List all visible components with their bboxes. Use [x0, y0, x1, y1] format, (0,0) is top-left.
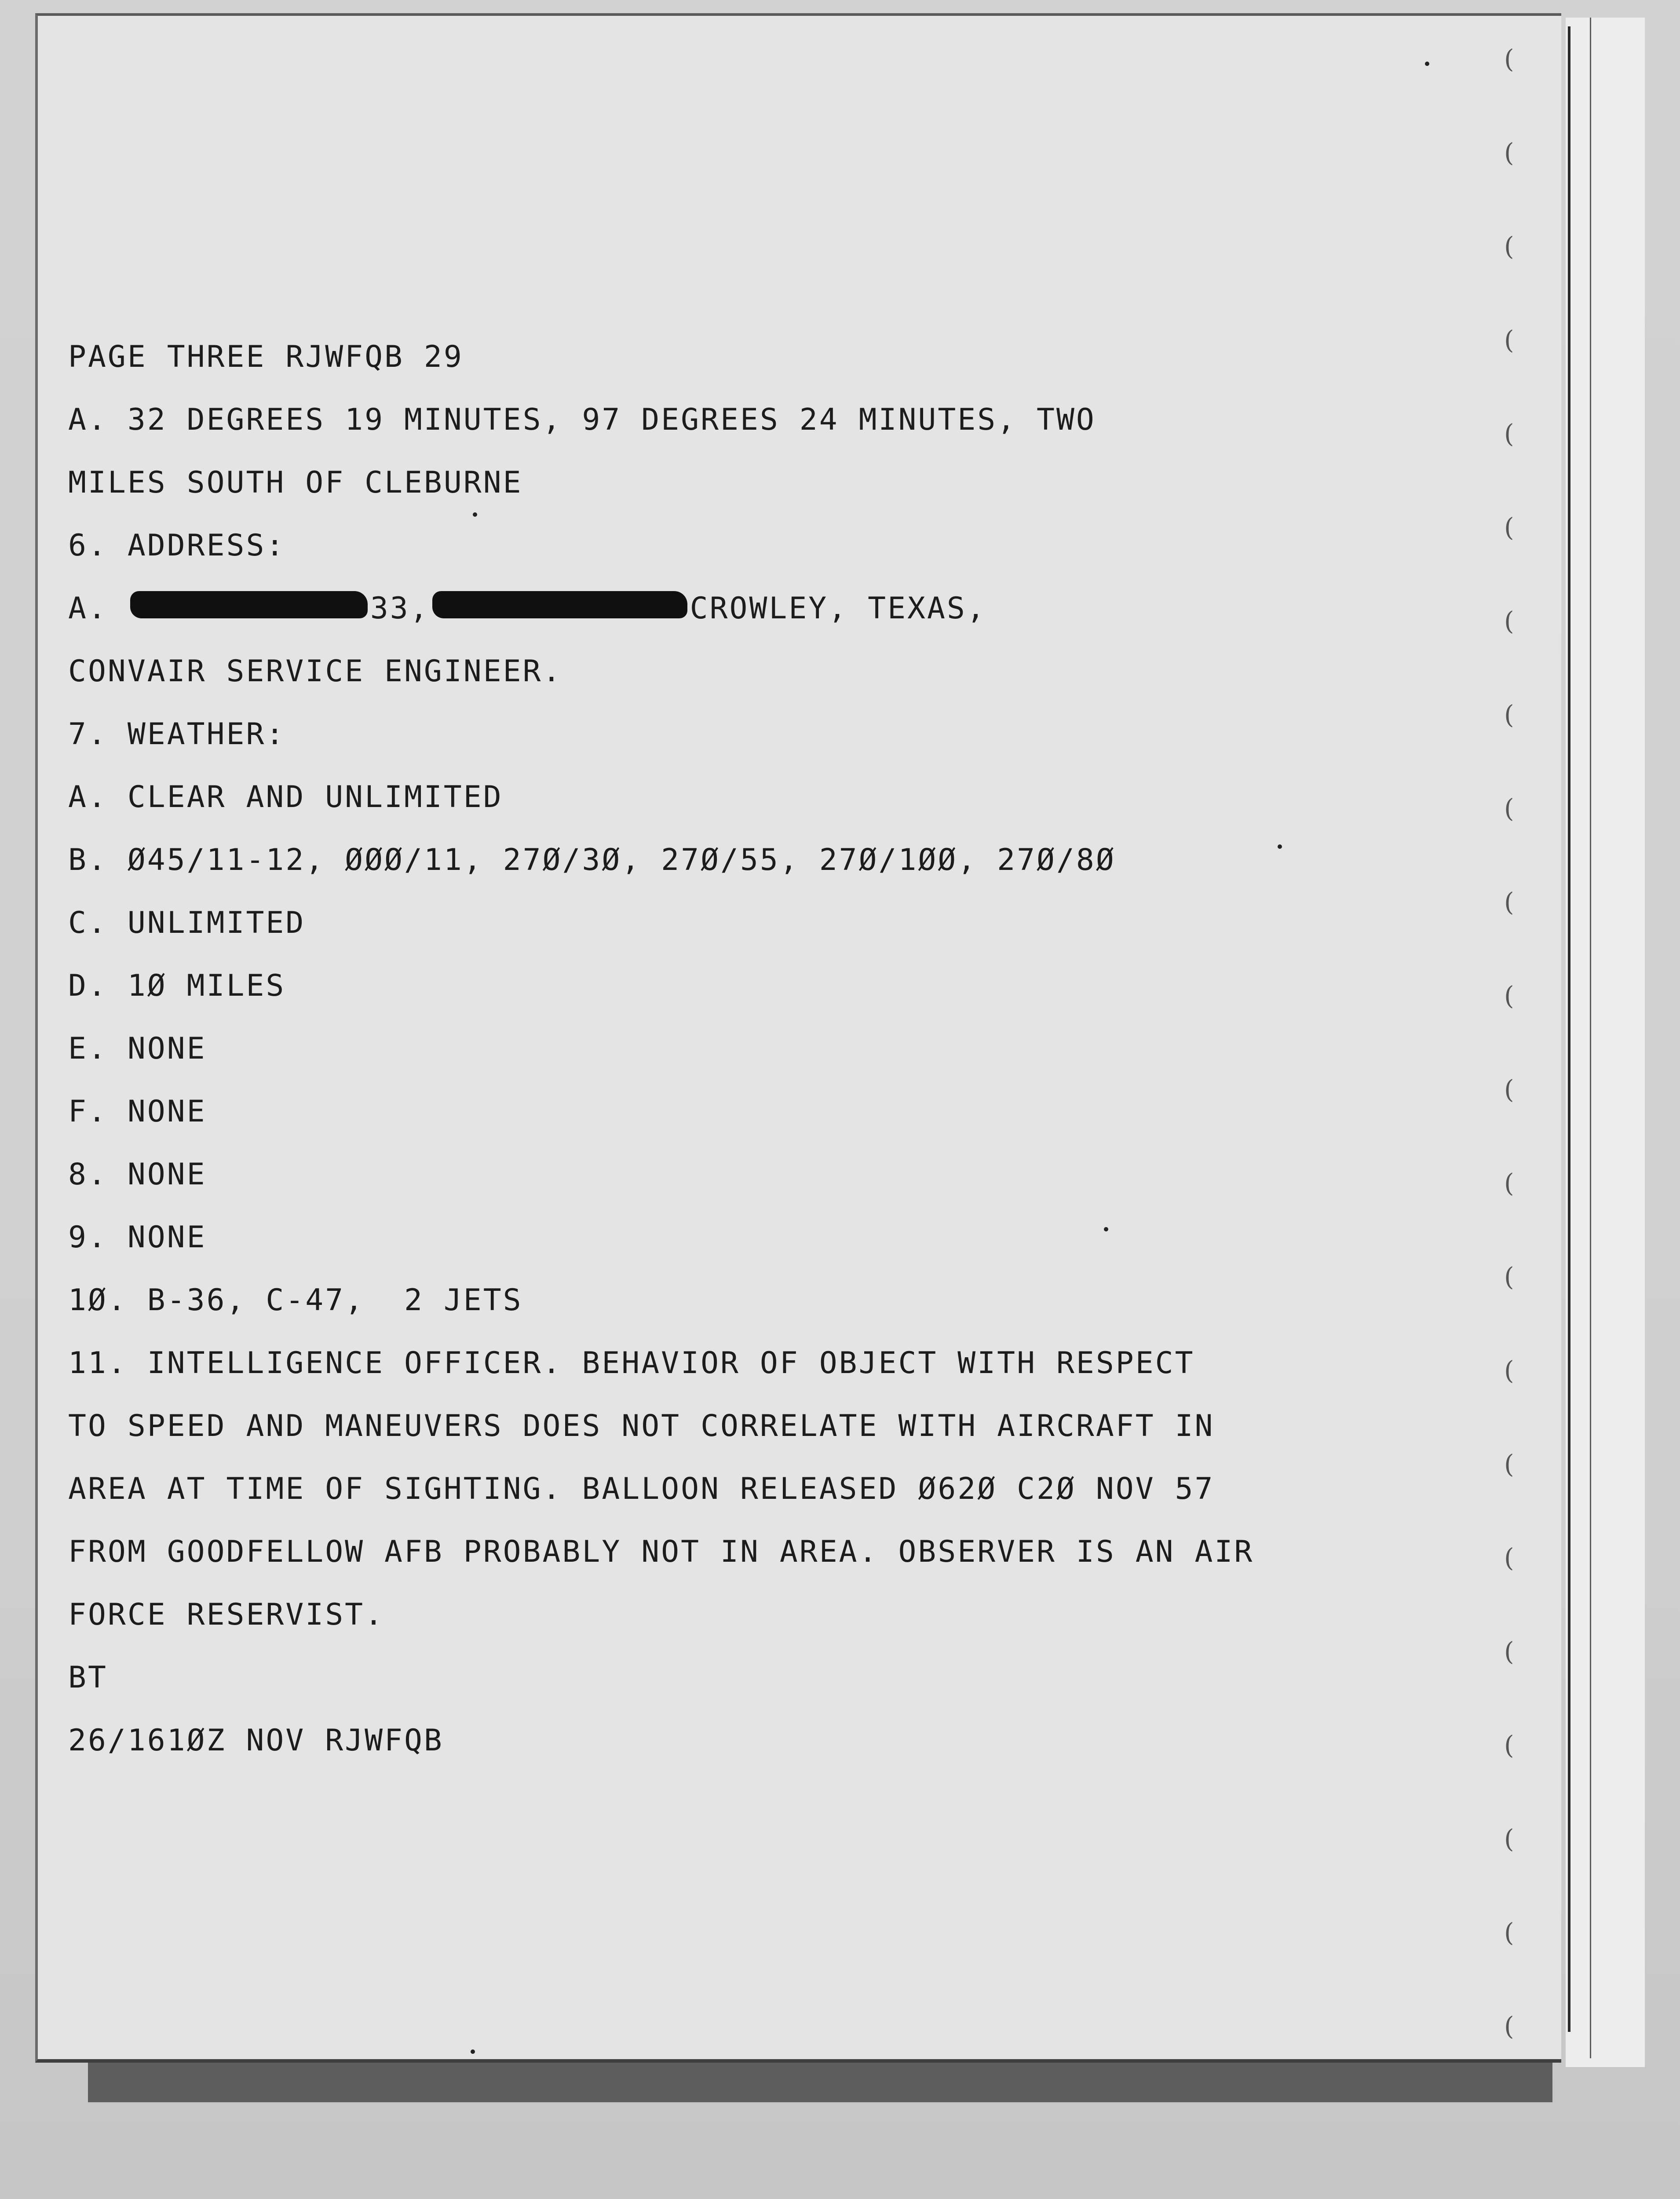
header-line: PAGE THREE RJWFQB 29: [68, 340, 464, 374]
sprocket-hole-mark: (: [1504, 1543, 1514, 1573]
sprocket-hole-mark: (: [1504, 325, 1514, 355]
weather-e: E. NONE: [68, 1031, 207, 1066]
address-prefix: A.: [68, 591, 108, 626]
sprocket-hole-mark: (: [1504, 512, 1514, 542]
sprocket-hole-mark: (: [1504, 793, 1514, 823]
page-edge-line: [1568, 26, 1570, 2032]
location-line-cont: MILES SOUTH OF CLEBURNE: [68, 465, 523, 500]
sprocket-hole-mark: (: [1504, 1262, 1514, 1292]
address-city: CROWLEY, TEXAS,: [690, 591, 986, 626]
paper-margin-strip: [1566, 18, 1645, 2067]
sprocket-hole-mark: (: [1504, 700, 1514, 730]
weather-heading: 7. WEATHER:: [68, 717, 286, 752]
sprocket-hole-mark: (: [1504, 1636, 1514, 1666]
sprocket-hole-mark: (: [1504, 2011, 1514, 2041]
sprocket-hole-mark: (: [1504, 1730, 1514, 1760]
page-edge-line-outer: [1590, 18, 1591, 2058]
sprocket-hole-mark: (: [1504, 1918, 1514, 1947]
sprocket-hole-mark: (: [1504, 138, 1514, 168]
ink-speck: [1425, 62, 1429, 66]
sprocket-hole-mark: (: [1504, 1355, 1514, 1385]
sprocket-hole-mark: (: [1504, 1074, 1514, 1104]
item-11-cont-3: FROM GOODFELLOW AFB PROBABLY NOT IN AREA. OBSERVER IS AN AIR: [68, 1534, 1254, 1569]
sprocket-hole-mark: (: [1504, 981, 1514, 1011]
item-11: 11. INTELLIGENCE OFFICER. BEHAVIOR OF OBJECT WITH RESPECT: [68, 1346, 1195, 1381]
sprocket-hole-mark: (: [1504, 1168, 1514, 1198]
redacted-name: [130, 591, 368, 618]
sprocket-hole-mark: (: [1504, 887, 1514, 917]
message-body: [68, 325, 1475, 1772]
break-marker: BT: [68, 1660, 108, 1695]
item-11-cont-2: AREA AT TIME OF SIGHTING. BALLOON RELEASED Ø62Ø C2Ø NOV 57: [68, 1472, 1215, 1506]
weather-b: B. Ø45/11-12, ØØØ/11, 27Ø/3Ø, 27Ø/55, 27Ø/1ØØ, 27Ø/8Ø: [68, 843, 1116, 877]
occupation-line: CONVAIR SERVICE ENGINEER.: [68, 654, 562, 689]
weather-a: A. CLEAR AND UNLIMITED: [68, 780, 503, 815]
item-11-cont-1: TO SPEED AND MANEUVERS DOES NOT CORRELATE WITH AIRCRAFT IN: [68, 1409, 1215, 1443]
sprocket-hole-mark: (: [1504, 231, 1514, 261]
address-age: 33,: [370, 591, 430, 626]
address-heading: 6. ADDRESS:: [68, 528, 286, 563]
location-line: A. 32 DEGREES 19 MINUTES, 97 DEGREES 24 MINUTES, TWO: [68, 402, 1096, 437]
datetime-group: 26/161ØZ NOV RJWFQB: [68, 1723, 444, 1758]
sprocket-hole-mark: (: [1504, 1449, 1514, 1479]
weather-d: D. 1Ø MILES: [68, 968, 286, 1003]
weather-f: F. NONE: [68, 1094, 207, 1129]
redacted-address: [432, 591, 687, 618]
item-10: 1Ø. B-36, C-47, 2 JETS: [68, 1283, 523, 1318]
sprocket-hole-mark: (: [1504, 44, 1514, 74]
item-8: 8. NONE: [68, 1157, 207, 1192]
sprocket-hole-mark: (: [1504, 419, 1514, 449]
sprocket-hole-mark: (: [1504, 1824, 1514, 1854]
sprocket-hole-mark: (: [1504, 606, 1514, 636]
weather-c: C. UNLIMITED: [68, 906, 306, 940]
item-9: 9. NONE: [68, 1220, 207, 1255]
item-11-cont-4: FORCE RESERVIST.: [68, 1597, 385, 1632]
ink-speck: [471, 2049, 475, 2054]
address-line: [68, 577, 1475, 640]
